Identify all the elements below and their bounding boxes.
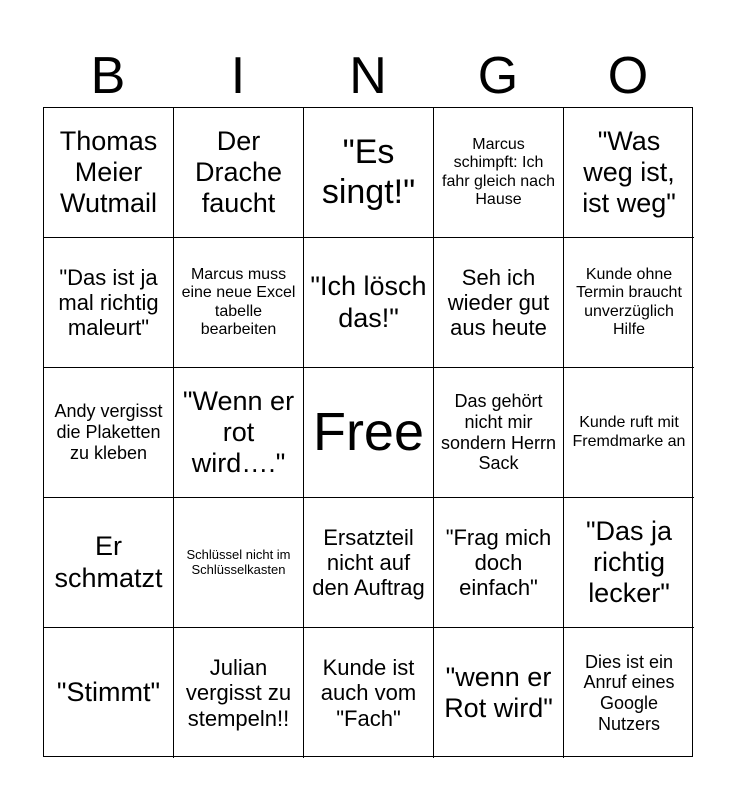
bingo-cell[interactable] bbox=[44, 108, 174, 238]
bingo-cell-text: Das gehört nicht mir sondern Herrn Sack bbox=[440, 391, 557, 474]
bingo-cell[interactable] bbox=[44, 628, 174, 758]
bingo-cell[interactable] bbox=[304, 628, 434, 758]
bingo-cell[interactable] bbox=[174, 498, 304, 628]
bingo-cell[interactable] bbox=[434, 108, 564, 238]
bingo-cell-text: "Das ist ja mal richtig maleurt" bbox=[58, 264, 159, 341]
bingo-cell[interactable] bbox=[434, 498, 564, 628]
bingo-cell-text: "Wenn er rot wird…." bbox=[182, 385, 295, 479]
bingo-cell[interactable] bbox=[564, 628, 694, 758]
bingo-cell[interactable] bbox=[564, 368, 694, 498]
bingo-cell[interactable] bbox=[564, 498, 694, 628]
bingo-cell[interactable] bbox=[304, 498, 434, 628]
bingo-cell-text: "Das ja richtig lecker" bbox=[585, 515, 673, 609]
bingo-header bbox=[43, 44, 693, 108]
free-space-label: Free bbox=[312, 402, 425, 463]
header-letter-i: I bbox=[230, 47, 246, 105]
bingo-cell-text: Marcus schimpft: Ich fahr gleich nach Hause bbox=[442, 135, 555, 208]
bingo-cell[interactable] bbox=[44, 498, 174, 628]
bingo-cell-text: "Stimmt" bbox=[56, 677, 161, 708]
bingo-cell[interactable] bbox=[174, 108, 304, 238]
bingo-cell-text: Er schmatzt bbox=[54, 531, 163, 593]
bingo-cell-text: Julian vergisst zu stempeln!! bbox=[185, 655, 292, 731]
bingo-cell-text: "wenn er Rot wird" bbox=[444, 661, 553, 723]
bingo-cell-text: "Es singt!" bbox=[321, 133, 416, 211]
bingo-cell[interactable] bbox=[564, 108, 694, 238]
bingo-cell[interactable] bbox=[44, 238, 174, 368]
bingo-cell-text: "Frag mich doch einfach" bbox=[445, 524, 552, 601]
bingo-cell-text: Seh ich wieder gut aus heute bbox=[447, 264, 550, 341]
bingo-cell-text: Marcus muss eine neue Excel tabelle bearbeiten bbox=[181, 265, 296, 338]
bingo-card-grid bbox=[43, 107, 693, 757]
bingo-cell-text: "Ich lösch das!" bbox=[310, 271, 427, 333]
bingo-cell[interactable] bbox=[174, 628, 304, 758]
bingo-cell[interactable] bbox=[304, 238, 434, 368]
bingo-cell[interactable] bbox=[434, 628, 564, 758]
bingo-cell-text: Der Drache faucht bbox=[194, 125, 283, 219]
bingo-cell[interactable] bbox=[44, 368, 174, 498]
bingo-cell-free[interactable] bbox=[304, 368, 434, 498]
bingo-cell-text: Andy vergisst die Plaketten zu kleben bbox=[54, 401, 163, 463]
bingo-cell-text: Thomas Meier Wutmail bbox=[59, 125, 158, 219]
bingo-cell[interactable] bbox=[304, 108, 434, 238]
bingo-cell-text: Dies ist ein Anruf eines Google Nutzers bbox=[583, 651, 675, 734]
bingo-cell-text: Kunde ist auch vom "Fach" bbox=[320, 655, 417, 731]
bingo-cell-text: Schlüssel nicht im Schlüsselkasten bbox=[186, 546, 291, 577]
header-letter-b: B bbox=[90, 47, 126, 105]
bingo-cell[interactable] bbox=[434, 238, 564, 368]
header-letter-g: G bbox=[477, 47, 519, 105]
bingo-cell[interactable] bbox=[174, 368, 304, 498]
bingo-cell[interactable] bbox=[174, 238, 304, 368]
bingo-cell-text: Kunde ruft mit Fremdmarke an bbox=[572, 414, 686, 450]
bingo-cell-text: Kunde ohne Termin braucht unverzüglich Hilfe bbox=[576, 265, 682, 338]
bingo-cell-text: "Was weg ist, ist weg" bbox=[582, 125, 676, 219]
bingo-cell[interactable] bbox=[434, 368, 564, 498]
bingo-cell[interactable] bbox=[564, 238, 694, 368]
bingo-cell-text: Ersatzteil nicht auf den Auftrag bbox=[312, 524, 425, 601]
header-letter-n: N bbox=[349, 47, 387, 105]
header-letter-o: O bbox=[607, 47, 649, 105]
